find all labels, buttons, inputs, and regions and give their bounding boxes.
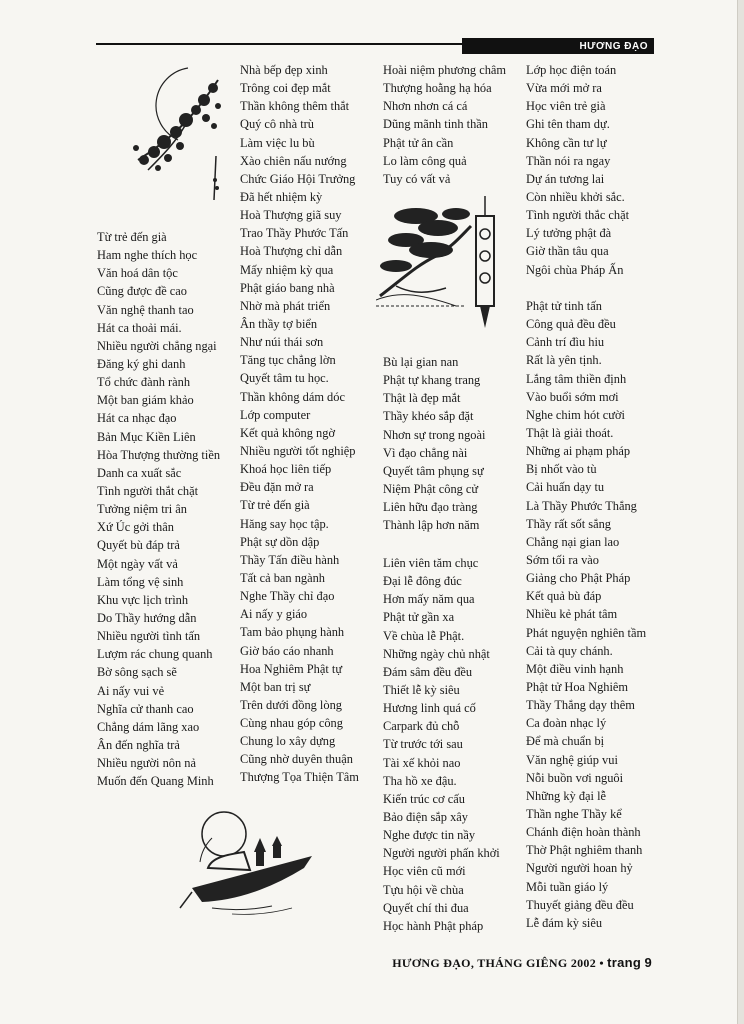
poem-line: Tuy có vất vả [383,171,451,186]
section-title: HƯƠNG ĐẠO [579,40,648,52]
poem-line: Vừa mới mở ra [526,81,602,96]
poem-line: Nghe Thầy chỉ đạo [240,589,335,604]
poem-line: Tha hồ xe đậu. [383,773,457,788]
poem-line: Rất là yên tịnh. [526,353,602,368]
poem-line: Học viên cũ mới [383,864,466,879]
poem-line: Xào chiên nấu nướng [240,153,347,168]
poem-line: Chung lo xây dựng [240,734,336,749]
boat-moon-illustration [172,808,322,918]
poem-line: Nhiều người chẳng ngại [97,338,217,353]
poem-line: Thầy rất sốt sắng [526,516,611,531]
poem-line: Đều đặn mở ra [240,480,314,495]
poem-column-1 [97,228,220,790]
poem-line: Ngôi chùa Pháp Ấn [526,262,624,277]
pine-lantern-illustration [376,196,502,336]
poem-line: Niệm Phật công cử [383,481,479,496]
poem-line: Học hành Phật pháp [383,918,484,933]
poem-line: Công quả đều đều [526,317,616,332]
poem-line: Văn hoá dân tộc [97,266,178,281]
poem-line: Giờ thần tâu qua [526,244,609,259]
page-edge [737,0,744,1024]
poem-line: Từ trẻ đến già [97,230,167,244]
poem-line: Phật tử tinh tấn [526,299,602,313]
poem-line: Kết quả bù đáp [526,589,602,604]
poem-line: Cùng nhau góp công [240,716,343,731]
poem-line: Hòa Thượng thường tiền [97,447,221,462]
poem-line: Liên viên tăm chục [383,556,479,570]
poem-line: Kiến trúc cơ cấu [383,791,465,806]
moon-branch-illustration [118,60,228,210]
poem-line: Kết quả không ngờ [240,425,335,440]
poem-line: Về chùa lễ Phật. [383,628,465,643]
poem-line: Khu vực lịch trình [97,592,189,607]
poem-line: Nhiều người nôn nả [97,756,196,771]
poem-line: Dũng mãnh tinh thần [383,117,488,132]
poem-line: Thành lập hơn năm [383,518,480,533]
poem-line: Tam bảo phụng hành [240,625,345,640]
page-number: 9 [644,955,652,970]
poem-line: Bờ sông sạch sẽ [97,665,177,680]
poem-line: Thầy Thắng dạy thêm [526,698,635,713]
poem-line: Từ trước tới sau [383,737,463,752]
poem-line: Nỗi buồn vơi nguôi [526,770,624,785]
poem-line: Cảnh trí đìu hiu [526,335,605,350]
poem-line: Trông coi đẹp mắt [240,81,331,96]
poem-line: Phật tử gần xa [383,610,455,625]
poem-line: Giờ báo cáo nhanh [240,643,334,658]
poem-line: Ân thầy tợ biển [240,316,318,331]
poem-line: Hoa Nghiêm Phật tự [240,661,343,676]
poem-column-4a [526,61,629,279]
poem-line: Còn nhiều khởi sắc. [526,189,625,204]
poem-line: Lớp học điện toán [526,63,617,77]
poem-line: Thần không dám dóc [240,389,345,404]
poem-line: Hoà Thượng giã suy [240,208,342,223]
poem-line: Trao Thầy Phước Tấn [240,226,349,241]
poem-line: Một ban trị sự [240,679,311,694]
poem-line: Thật là giải thoát. [526,425,614,440]
publication-info: HƯƠNG ĐẠO, THÁNG GIÊNG 2002 [392,956,597,970]
poem-line: Những ai phạm pháp [526,444,631,459]
poem-line: Người người phấn khởi [383,846,500,861]
section-tag [462,38,654,54]
poem-line: Hương linh quá cố [383,701,476,716]
footer-bullet: • [599,956,604,970]
page-footer [392,955,652,971]
poem-line: Thờ Phật nghiêm thanh [526,843,643,858]
poem-line: Bị nhốt vào tù [526,462,597,477]
poem-line: Hoà Thượng chỉ dẫn [240,244,343,259]
poem-line: Thật là đẹp mắt [383,391,461,406]
poem-line: Quyết bù đáp trả [97,538,180,553]
poem-line: Nghe chim hót cười [526,407,625,422]
poem-line: Tổ chức đành rành [97,375,191,390]
poem-line: Ai nấy y giáo [240,607,308,622]
poem-line: Làm việc lu bù [240,135,315,150]
poem-line: Vào buổi sớm mơi [526,389,619,404]
poem-line: Lớp computer [240,407,311,422]
poem-line: Hăng say học tập. [240,516,329,531]
poem-line: Trên dưới đồng lòng [240,697,342,712]
poem-line: Văn nghệ thanh tao [97,302,194,317]
poem-line: Ân đến nghĩa trả [97,737,180,752]
poem-line: Nghe được tin nầy [383,828,476,843]
poem-line: Đã hết nhiệm kỳ [240,189,323,204]
poem-line: Tài xế khỏi nao [383,755,461,770]
poem-line: Nhiều kẻ phát tâm [526,607,618,622]
poem-line: Thầy khéo sắp đặt [383,409,474,424]
poem-line: Quý cô nhà trù [240,117,314,132]
poem-line: Lắng tâm thiền định [526,371,627,386]
poem-line: Hoài niệm phương châm [383,63,507,77]
poem-line: Một điều vinh hạnh [526,661,624,676]
poem-line: Đăng ký ghi danh [97,356,186,371]
poem-line: Ham nghe thích học [97,248,198,263]
poem-line: Là Thầy Phước Thắng [526,498,637,513]
poem-line: Lễ đám kỳ siêu [526,915,603,930]
poem-line: Dự án tương lai [526,171,605,186]
poem-line: Phật tử Hoa Nghiêm [526,679,629,694]
poem-line: Nhà bếp đẹp xinh [240,63,328,77]
poem-line: Phật tử ân cần [383,135,454,150]
poem-line: Nhiều người tốt nghiệp [240,443,356,458]
poem-line: Thuyết giảng đều đều [526,897,634,912]
poem-line: Phát nguyện nghiên tầm [526,625,647,640]
poem-line: Hát ca nhạc đạo [97,411,177,426]
poem-line: Người người hoan hỷ [526,861,633,876]
poem-line: Lo làm công quả [383,153,467,168]
poem-line: Tình người thắt chặt [97,483,199,498]
poem-column-3a [383,61,506,188]
poem-line: Sớm tối ra vào [526,552,599,567]
poem-line: Thượng hoằng hạ hóa [383,81,492,96]
poem-line: Tình người thắc chặt [526,208,630,223]
poem-column-2 [240,61,359,787]
poem-line: Tưởng niệm tri ân [97,502,188,517]
poem-line: Hát ca thoải mái. [97,320,182,335]
poem-line: Chánh điện hoàn thành [526,825,641,840]
poem-line: Những ngày chủ nhật [383,646,490,661]
poem-line: Phật tự khang trang [383,373,481,388]
poem-column-3c [383,554,500,935]
poem-line: Thần không thêm thắt [240,99,350,114]
poem-line: Ca đoàn nhạc lý [526,716,607,731]
poem-line: Văn nghệ giúp vui [526,752,618,767]
poem-line: Chức Giáo Hội Trưởng [240,171,356,186]
poem-line: Mỗi tuần giáo lý [526,879,609,894]
poem-line: Một ban giám khảo [97,393,194,408]
poem-line: Khoá học liên tiếp [240,462,332,477]
poem-line: Hơn mấy năm qua [383,592,475,607]
poem-column-4b [526,297,646,932]
poem-line: Muốn đến Quang Minh [97,774,214,789]
page-label: trang [607,955,642,970]
poem-line: Thần nghe Thầy kể [526,806,622,821]
poem-line: Phật sự dồn dập [240,534,320,549]
poem-line: Danh ca xuất sắc [97,465,182,480]
poem-line: Làm tổng vệ sinh [97,574,184,589]
poem-line: Đại lễ đông đúc [383,574,462,589]
poem-line: Cải huấn dạy tu [526,480,605,495]
poem-line: Cải tà quy chánh. [526,643,613,658]
poem-line: Giảng cho Phật Pháp [526,571,631,586]
poem-line: Liên hữu đạo tràng [383,500,478,515]
poem-line: Học viên trẻ già [526,99,606,114]
poem-line: Mấy nhiệm kỳ qua [240,262,334,277]
poem-line: Ai nấy vui vẻ [97,683,165,698]
poem-line: Lượm rác chung quanh [97,647,213,662]
poem-line: Như núi thái sơn [240,335,324,350]
poem-line: Bảo điện sắp xây [383,809,468,824]
poem-line: Cũng nhờ duyên thuận [240,752,353,767]
poem-line: Phật giáo bang nhà [240,280,335,295]
poem-line: Bản Mục Kiền Liên [97,429,196,444]
poem-line: Đám sâm đều đều [383,664,473,679]
poem-line: Ghi tên tham dự. [526,117,610,132]
poem-line: Vì đạo chẳng nài [383,445,468,460]
poem-line: Không cần tư lự [526,135,607,150]
poem-line: Nhiều người tình tấn [97,629,201,644]
poem-line: Tựu hội về chùa [383,882,464,897]
poem-line: Carpark đủ chỗ [383,719,460,734]
poem-line: Nghĩa cử thanh cao [97,701,194,716]
poem-line: Từ trẻ đến già [240,498,310,513]
poem-line: Quyết chí thi đua [383,900,469,915]
poem-line: Thiết lễ kỳ siêu [383,682,460,697]
poem-line: Quyết tâm phụng sự [383,463,484,478]
poem-line: Xứ Úc gởi thân [97,520,174,535]
poem-line: Những kỳ đại lễ [526,788,607,803]
poem-line: Nhờ mà phát triển [240,298,331,313]
poem-line: Bù lại gian nan [383,355,459,369]
poem-column-3b [383,353,485,534]
poem-line: Quyết tâm tu học. [240,371,329,386]
poem-line: Tất cả ban ngành [240,570,325,585]
poem-line: Nhơn sự trong ngoài [383,427,486,442]
poem-line: Thầy Tấn điều hành [240,552,340,567]
poem-line: Tăng tục chẳng lờn [240,353,336,368]
poem-line: Chẳng dám lãng xao [97,719,200,734]
poem-line: Một ngày vất vả [97,556,178,571]
poem-line: Thần nói ra ngay [526,153,611,168]
poem-line: Thượng Tọa Thiện Tâm [240,770,359,785]
poem-line: Chẳng nại gian lao [526,534,620,549]
poem-line: Để mà chuẩn bị [526,734,605,749]
poem-line: Do Thầy hướng dẫn [97,610,197,625]
poem-line: Nhơn nhơn cá cá [383,99,468,114]
poem-line: Cũng được đề cao [97,284,187,299]
poem-line: Lý tưởng phật đà [526,226,612,241]
